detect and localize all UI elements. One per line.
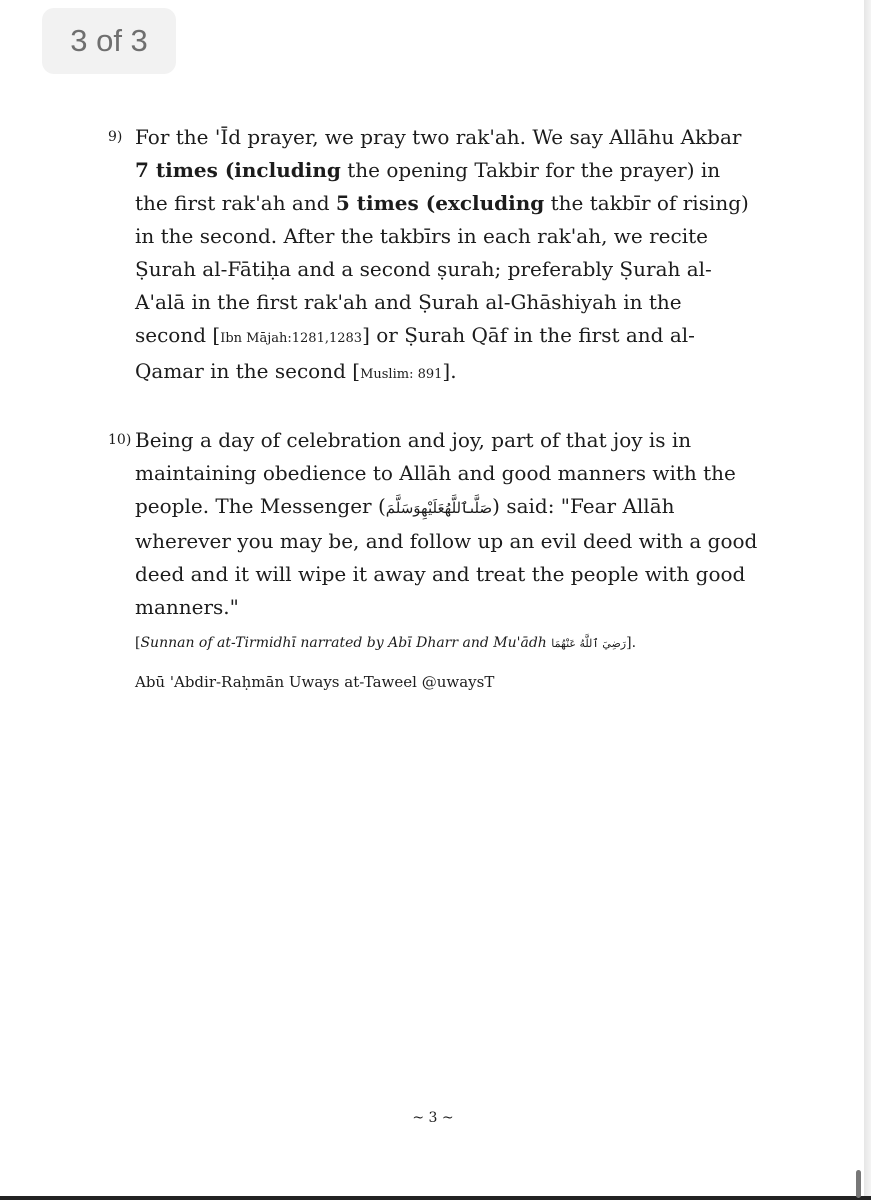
citation-bracket: ]. (626, 635, 637, 651)
list-item-9 (108, 121, 758, 391)
reference-bracket: [ (352, 359, 361, 383)
reference-bracket: ] (442, 359, 451, 383)
item-number: 10) (108, 432, 132, 448)
page-number: ~ 3 ~ (412, 1110, 454, 1126)
reference-ibn-majah: Ibn Mājah:1281,1283 (220, 331, 363, 346)
item-text: Being a day of celebration and joy, part of that joy is in maintaining obedience to Allāh and good manners with the people. The Messenger ( (135, 428, 736, 518)
item-text: ) said: "Fear Allāh wherever you may be, and follow up an evil deed with a good deed and it will wipe it away and treat the people with good manners." (135, 494, 758, 619)
citation-bracket: [ (135, 635, 141, 651)
bold-text: 5 times (excluding (335, 191, 545, 215)
scrollbar-thumb[interactable] (856, 1170, 861, 1198)
list-item-10 (108, 424, 758, 660)
honorific-salawat: صَلَّىٱللَّهُعَلَيْهِوَسَلَّمَ (385, 499, 493, 517)
item-text: or Ṣurah Qāf in the first and al-Qamar in the second (135, 323, 695, 383)
item-text: the takbīr of rising) in the second. After the takbīrs in each rak'ah, we recite Ṣurah al-Fātiḥa and a second ṣurah; preferably Ṣurah al-A'alā in the first rak'ah and Ṣurah al-Ghāshiyah in the second (135, 191, 749, 347)
item-text: . (450, 359, 457, 383)
citation-text: Sunnan of at-Tirmidhī narrated by Abī Dharr and Mu'ādh (140, 635, 552, 651)
item-text: For the 'Īd prayer, we pray two rak'ah. We say Allāhu Akbar (135, 125, 742, 149)
page-indicator: 3 of 3 (42, 8, 176, 74)
item-number: 9) (108, 129, 123, 145)
reference-bracket: [ (212, 323, 221, 347)
bold-text: 7 times (including (135, 158, 341, 182)
reference-muslim: Muslim: 891 (360, 367, 443, 382)
honorific-radiallahu: رَضِيَ ٱللَّهُ عَنْهُمَا (551, 637, 627, 650)
author-signature: Abū 'Abdir-Raḥmān Uways at-Taweel @uwaysT (135, 673, 495, 691)
item-text: the opening Takbir for the prayer) in the first rak'ah and (135, 158, 721, 215)
reference-bracket: ] (362, 323, 370, 347)
citation (135, 628, 636, 652)
bottom-border (0, 1196, 871, 1200)
page-edge-shadow (864, 0, 871, 1200)
document-body (108, 121, 758, 660)
